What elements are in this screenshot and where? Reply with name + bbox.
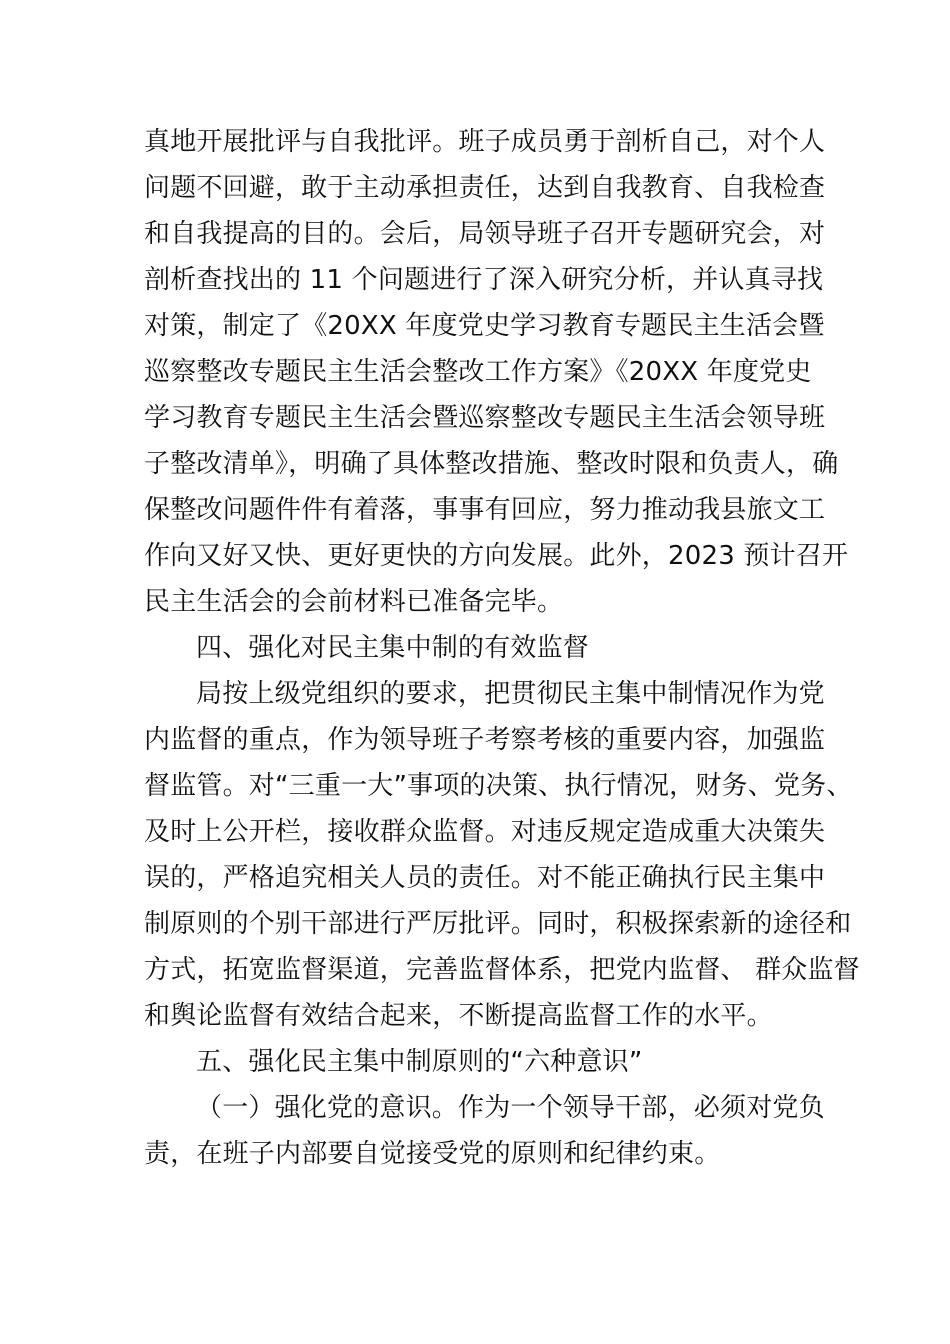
paragraph-line: 子整改清单》，明确了具体整改措施、整改时限和负责人，确 (144, 449, 839, 479)
paragraph-line: 制原则的个别干部进行严厉批评。同时，积极探索新的途径和 (144, 909, 852, 939)
paragraph-line: 方式，拓宽监督渠道，完善监督体系，把党内监督、 群众监督 (144, 955, 860, 985)
section-heading: 四、强化对民主集中制的有效监督 (196, 633, 590, 663)
paragraph-line: 学习教育专题民主生活会暨巡察整改专题民主生活会领导班 (144, 403, 826, 433)
paragraph-line: 及时上公开栏，接收群众监督。对违反规定造成重大决策失 (144, 817, 826, 847)
paragraph-line: 局按上级党组织的要求，把贯彻民主集中制情况作为党 (196, 679, 825, 709)
paragraph-line: 和自我提高的目的。会后，局领导班子召开专题研究会，对 (144, 219, 826, 249)
paragraph-line: 误的，严格追究相关人员的责任。对不能正确执行民主集中 (144, 863, 826, 893)
paragraph-line: 民主生活会的会前材料已准备完毕。 (144, 587, 564, 617)
paragraph-line: 剖析查找出的 11 个问题进行了深入研究分析，并认真寻找 (144, 265, 824, 295)
paragraph-line: 督监管。对“三重一大”事项的决策、执行情况，财务、党务、 (144, 771, 853, 801)
paragraph-line: （一）强化党的意识。作为一个领导干部，必须对党负 (196, 1093, 825, 1123)
paragraph-line: 巡察整改专题民主生活会整改工作方案》《20XX 年度党史 (144, 357, 812, 387)
paragraph-line: 内监督的重点，作为领导班子考察考核的重要内容，加强监 (144, 725, 826, 755)
paragraph-line: 和舆论监督有效结合起来，不断提高监督工作的水平。 (144, 1001, 773, 1031)
paragraph-line: 真地开展批评与自我批评。班子成员勇于剖析自己，对个人 (144, 127, 826, 157)
paragraph-line: 对策，制定了《20XX 年度党史学习教育专题民主生活会暨 (144, 311, 825, 341)
section-heading: 五、强化民主集中制原则的“六种意识” (196, 1047, 643, 1077)
paragraph-line: 问题不回避，敢于主动承担责任，达到自我教育、自我检查 (144, 173, 826, 203)
paragraph-line: 作向又好又快、更好更快的方向发展。此外，2023 预计召开 (144, 541, 849, 571)
paragraph-line: 保整改问题件件有着落，事事有回应，努力推动我县旅文工 (144, 495, 826, 525)
paragraph-line: 责，在班子内部要自觉接受党的原则和纪律约束。 (144, 1139, 721, 1169)
